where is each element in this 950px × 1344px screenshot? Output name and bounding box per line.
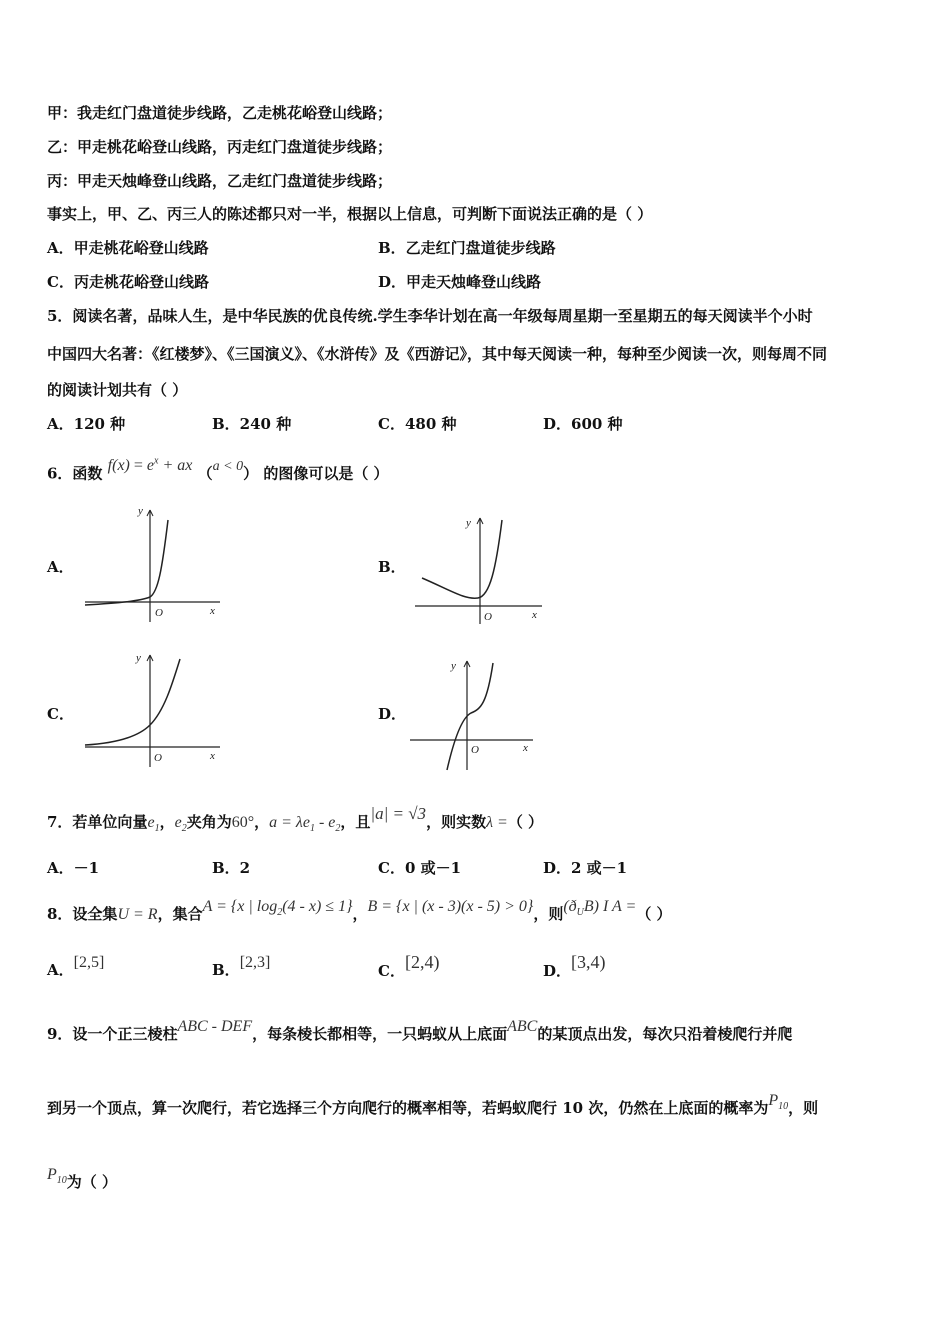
graph-c-origin-label: O [154, 752, 162, 764]
graph-a-y-label: y [138, 505, 143, 517]
q6-cond: a < 0 [212, 459, 244, 475]
q9-line-1 [47, 1018, 793, 1045]
q9-prefix: 9．设一个正三棱柱 [47, 1025, 178, 1043]
q7-angle: 60° [231, 814, 255, 831]
q9-rest-1: 的某顶点出发，每次只沿着棱爬行并爬 [537, 1025, 793, 1043]
q7-option-d[interactable]: D．2 或－1 [543, 859, 628, 877]
statement-jia: 甲：我走红门盘道徒步线路，乙走桃花峪登山线路； [47, 104, 393, 122]
q8-then: ，则 [533, 905, 564, 923]
q7-option-a[interactable]: A．－1 [47, 859, 100, 877]
q8-complement-rest: B) I A = [583, 898, 637, 915]
q8-option-d-value: [3,4) [571, 952, 606, 972]
q7-e1-sub: 1 [154, 823, 160, 835]
statement-bing: 丙：甲走天烛峰登山线路，乙走红门盘道徒步线路； [47, 172, 393, 190]
q8-option-a[interactable] [47, 954, 105, 981]
q9-p10 [768, 1092, 789, 1113]
q9-line-2 [47, 1092, 819, 1125]
q9-mid: ，每条棱长都相等，一只蚂蚁从上底面 [252, 1025, 508, 1043]
q7-e2-sub: 2 [181, 823, 187, 835]
q5-line-1: 5．阅读名著，品味人生，是中华民族的优良传统.学生李华计划在高一年级每周星期一至星期五的每天阅读半个小时 [47, 307, 813, 325]
q6-suffix: 的图像可以是（ ） [263, 464, 389, 483]
q9-end: 为（ ） [66, 1173, 118, 1191]
q8-universal-set: U = R [117, 906, 158, 923]
graph-a-curve [85, 520, 168, 605]
q6-stem [47, 456, 389, 485]
q7-norm: |a| = √3 [370, 804, 427, 823]
graph-d-curve [447, 663, 493, 770]
graph-d-x-label: x [523, 742, 528, 754]
q4-option-c[interactable]: C．丙走桃花峪登山线路 [47, 273, 209, 291]
statement-yi: 乙：甲走桃花峪登山线路，丙走红门盘道徒步线路； [47, 138, 393, 156]
q8-option-b[interactable] [212, 954, 271, 981]
q8-set-a-rest: (4 - x) ≤ 1} [282, 898, 353, 915]
q9-line-3 [47, 1166, 118, 1199]
q7-expr-sub1: 1 [309, 823, 315, 835]
q8-option-b-label: B． [212, 961, 240, 979]
q6-option-c[interactable]: C． [47, 705, 74, 723]
q7-then: ，则实数 [426, 813, 487, 831]
q8-option-c-label: C． [378, 962, 405, 980]
q7-lambda: λ = [486, 814, 508, 831]
q7-option-c[interactable]: C．0 或－1 [378, 859, 462, 877]
q5-line-3: 的阅读计划共有（ ） [47, 381, 188, 399]
graph-d-origin-label: O [471, 744, 479, 756]
q4-option-b[interactable]: B．乙走红门盘道徒步线路 [378, 239, 556, 257]
q8-complement-sub: U [576, 907, 584, 919]
graph-c-y-label: y [136, 652, 141, 664]
q8-option-a-label: A． [47, 961, 74, 979]
q8-set-word: ，集合 [157, 905, 203, 923]
q7-e2-letter: e [174, 814, 182, 831]
graph-c-x-label: x [210, 750, 215, 762]
q6-e: e [146, 457, 155, 475]
q7-prefix: 7．若单位向量 [47, 813, 148, 831]
q9-p10-sub: 10 [778, 1101, 789, 1113]
graph-d-y-label: y [451, 660, 456, 672]
q9-p10-again [47, 1166, 67, 1187]
q8-set-b: B = {x | (x - 3)(x - 5) > 0} [367, 898, 534, 915]
q4-option-d[interactable]: D．甲走天烛峰登山线路 [378, 273, 542, 291]
q5-option-b[interactable]: B．240 种 [212, 415, 292, 433]
q6-option-b[interactable]: B． [378, 558, 406, 576]
q5-option-d[interactable]: D．600 种 [543, 415, 623, 433]
q7-e2 [174, 814, 187, 835]
q9-line-2-text: 到另一个顶点，算一次爬行，若它选择三个方向爬行的概率相等，若蚂蚁爬行 10 次，仍然在上底面的概率为 [47, 1099, 769, 1117]
q5-line-2: 中国四大名著：《红楼梦》、《三国演义》、《水浒传》及《西游记》，其中每天阅读一种，每种至少阅读一次，则每周不同 [47, 345, 828, 363]
q8-option-a-value: [2,5] [73, 954, 105, 971]
q9-p10-letter: P [768, 1092, 779, 1109]
q7-expr-minus: - e [314, 814, 336, 831]
q6-option-d[interactable]: D． [378, 705, 407, 723]
q7-option-b[interactable]: B．2 [212, 859, 251, 877]
q8-complement [563, 898, 637, 919]
graph-c-curve [85, 659, 180, 745]
q6-exp: x [154, 456, 159, 467]
q8-set-a-start: A = {x | log [202, 898, 278, 915]
q6-prefix: 6．函数 [47, 464, 103, 483]
q7-comma-2: ， [254, 813, 270, 831]
q8-complement-start: (ð [563, 898, 577, 915]
q7-and: ，且 [340, 813, 371, 831]
q8-stem [47, 898, 672, 931]
q8-set-a [202, 898, 353, 919]
q8-option-c[interactable] [378, 952, 440, 981]
q5-option-a[interactable]: A．120 种 [47, 415, 126, 433]
q8-option-d-label: D． [543, 962, 572, 980]
graph-a-origin-label: O [155, 607, 163, 619]
q6-plus-ax: + ax [162, 457, 193, 475]
q7-expr-sub2: 2 [335, 823, 341, 835]
q7-expr-a: a = λe [269, 814, 310, 831]
q7-blank: （ ） [507, 813, 544, 831]
q9-then: ，则 [788, 1099, 819, 1117]
q6-cond-close: ） [243, 464, 259, 483]
q8-prefix: 8．设全集 [47, 905, 118, 923]
q8-set-a-sub: 2 [277, 907, 283, 919]
q7-expr [269, 814, 341, 835]
q9-p10-again-letter: P [47, 1166, 57, 1183]
graph-a-x-label: x [210, 605, 215, 617]
graph-b-y-label: y [466, 517, 471, 529]
q6-graph-b[interactable] [410, 508, 550, 628]
graph-b-x-label: x [532, 609, 537, 621]
q8-option-d[interactable] [543, 952, 606, 981]
q6-cond-open: （ [197, 464, 213, 483]
q6-f-lhs: f(x) [107, 457, 130, 475]
q8-option-c-value: [2,4) [404, 952, 440, 972]
q8-option-b-value: [2,3] [239, 954, 271, 971]
graph-b-curve [422, 520, 502, 598]
q6-graph-c[interactable] [80, 645, 230, 770]
q6-option-a[interactable]: A． [47, 558, 74, 576]
question-4-stem: 事实上，甲、乙、丙三人的陈述都只对一半，根据以上信息，可判断下面说法正确的是（ ） [47, 205, 653, 223]
q7-e1 [147, 814, 160, 835]
q6-eq: = [133, 457, 143, 475]
q4-option-a[interactable]: A．甲走桃花峪登山线路 [47, 239, 209, 257]
q8-blank: （ ） [636, 905, 672, 923]
q9-p10-again-sub: 10 [56, 1175, 67, 1187]
q7-e1-letter: e [147, 814, 155, 831]
q7-stem [47, 804, 544, 839]
q7-mid: 夹角为 [186, 813, 232, 831]
q7-comma: ， [159, 813, 175, 831]
graph-b-origin-label: O [484, 611, 492, 623]
q9-face: ABC [507, 1018, 538, 1035]
q9-prism: ABC - DEF [177, 1018, 253, 1035]
q5-option-c[interactable]: C．480 种 [378, 415, 457, 433]
q6-formula [108, 457, 193, 474]
q6-graph-a[interactable] [80, 500, 230, 625]
q8-comma: ， [352, 905, 368, 923]
q6-graph-d[interactable] [405, 655, 540, 773]
